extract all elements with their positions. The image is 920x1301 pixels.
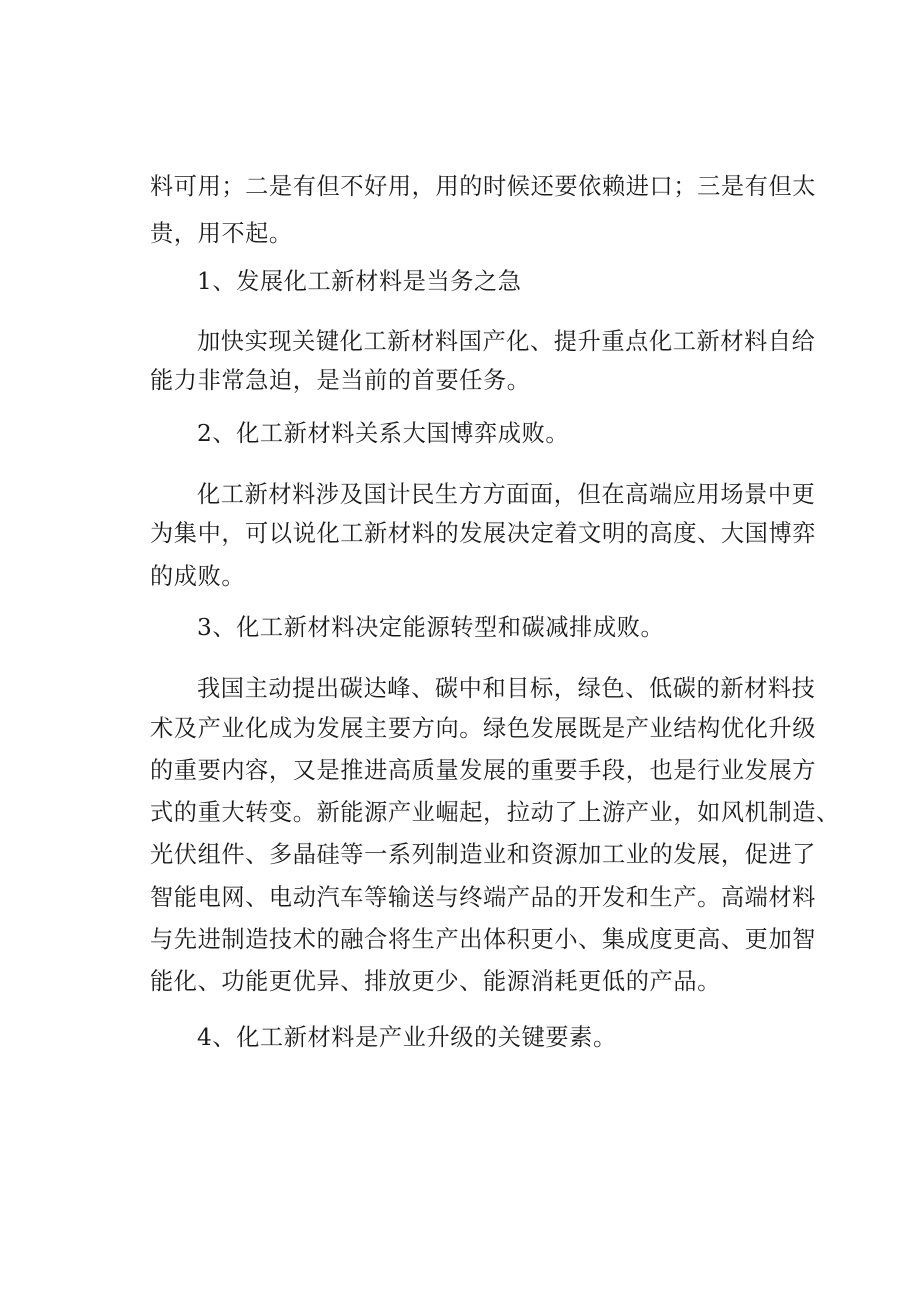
- paragraph-line: 式的重大转变。新能源产业崛起，拉动了上游产业，如风机制造、: [150, 799, 840, 826]
- section-heading-3: 3、化工新材料决定能源转型和碳减排成败。: [197, 614, 665, 641]
- section-heading-1: 1、发展化工新材料是当务之急: [197, 268, 522, 295]
- paragraph-line: 与先进制造技术的融合将生产出体积更小、集成度更高、更加智: [150, 926, 817, 953]
- paragraph-line: 的成败。: [150, 563, 246, 590]
- paragraph-line: 加快实现关键化工新材料国产化、提升重点化工新材料自给: [197, 328, 816, 355]
- paragraph-line: 我国主动提出碳达峰、碳中和目标，绿色、低碳的新材料技: [197, 675, 816, 702]
- section-heading-2: 2、化工新材料关系大国博弈成败。: [197, 420, 570, 447]
- paragraph-line: 化工新材料涉及国计民生方方面面，但在高端应用场景中更: [197, 481, 816, 508]
- paragraph-line: 能力非常急迫，是当前的首要任务。: [150, 367, 531, 394]
- section-heading-4: 4、化工新材料是产业升级的关键要素。: [197, 1024, 617, 1051]
- paragraph-line: 光伏组件、多晶硅等一系列制造业和资源加工业的发展，促进了: [150, 841, 817, 868]
- paragraph-line: 贵，用不起。: [150, 220, 293, 247]
- paragraph-line: 能化、功能更优异、排放更少、能源消耗更低的产品。: [150, 968, 721, 995]
- paragraph-line: 术及产业化成为发展主要方向。绿色发展既是产业结构优化升级: [150, 715, 817, 742]
- paragraph-line: 为集中，可以说化工新材料的发展决定着文明的高度、大国博弈: [150, 520, 817, 547]
- paragraph-line: 的重要内容，又是推进高质量发展的重要手段，也是行业发展方: [150, 757, 817, 784]
- paragraph-line: 智能电网、电动汽车等输送与终端产品的开发和生产。高端材料: [150, 884, 817, 911]
- paragraph-line: 料可用；二是有但不好用，用的时候还要依赖进口；三是有但太: [150, 173, 817, 200]
